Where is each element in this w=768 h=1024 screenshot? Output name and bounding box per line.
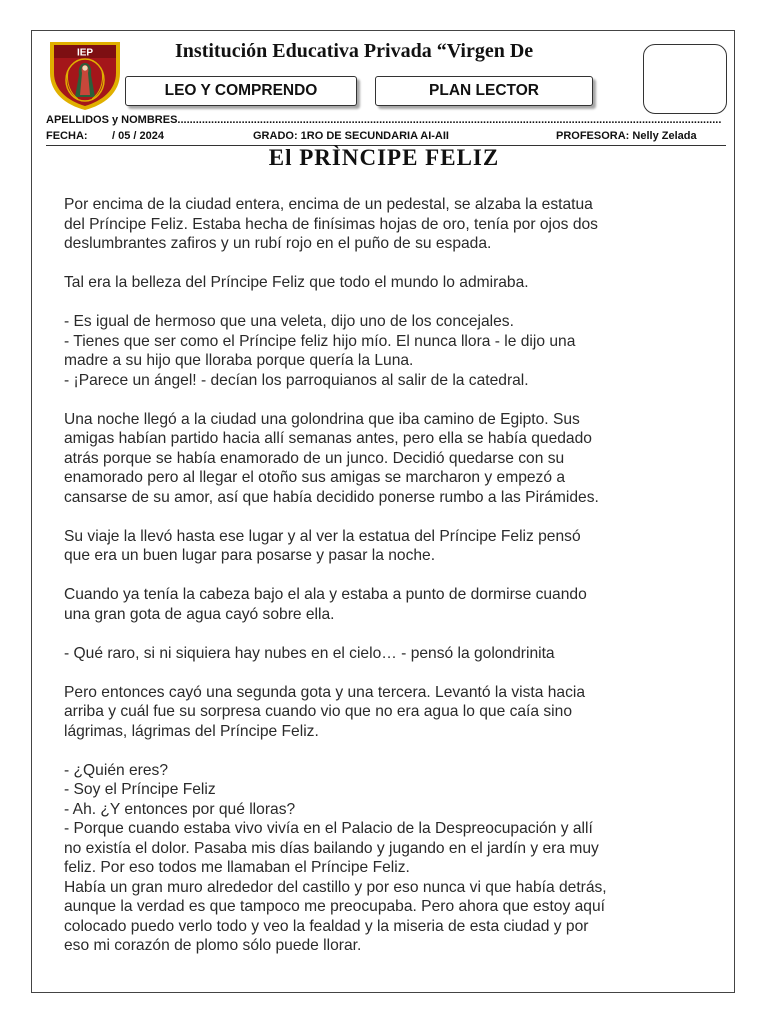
- paragraph: - ¿Quién eres? - Soy el Príncipe Feliz - Ah. ¿Y entonces por qué lloras? - Porque cuando estaba vivo vivía en el Palacio de la Despreocupación y allí no existía el dolor. Pasaba mis días bailando y jugando en el jardín y era muy feliz. Por eso todos me llamaban el Príncipe Feliz. Había un gran muro alrededor del castillo y por eso nunca vi que había detrás, aunque la verdad es que tampoco me preocupaba. Pero ahora que estoy aquí colocado puedo verlo todo y veo la fealdad y la miseria de esta ciudad y por eso mi corazón de plomo sólo puede llorar.: [64, 761, 607, 954]
- plan-lector-tag: PLAN LECTOR: [375, 76, 593, 106]
- grado-label: GRADO: 1RO DE SECUNDARIA AI-AII: [253, 130, 449, 142]
- paragraph: Pero entonces cayó una segunda gota y una tercera. Levantó la vista hacia arriba y cuál fue su sorpresa cuando vio que no era agua lo que caía sino lágrimas, lágrimas del Príncipe Feliz.: [64, 683, 586, 740]
- story-title: El PRÌNCIPE FELIZ: [268, 145, 500, 170]
- fecha-label: FECHA:: [46, 130, 88, 142]
- paragraph: - Qué raro, si ni siquiera hay nubes en el cielo… - pensó la golondrinita: [64, 644, 555, 662]
- paragraph: Cuando ya tenía la cabeza bajo el ala y estaba a punto de dormirse cuando una gran gota de agua cayó sobre ella.: [64, 586, 587, 623]
- names-field: APELLIDOS y NOMBRES..................................................................................................................................................................................: [46, 114, 722, 126]
- fecha-value: / 05 / 2024: [112, 130, 164, 142]
- school-logo-icon: [46, 39, 124, 111]
- story-body: [64, 195, 724, 975]
- paragraph: - Es igual de hermoso que una veleta, dijo uno de los concejales. - Tienes que ser como el Príncipe feliz hijo mío. El nunca llora - le dijo una madre a su hijo que lloraba porque quería la Luna. - ¡Parece un ángel! - decían los parroquianos al salir de la catedral.: [64, 313, 576, 389]
- paragraph: Por encima de la ciudad entera, encima de un pedestal, se alzaba la estatua del Príncipe Feliz. Estaba hecha de finísimas hojas de oro, tenía por ojos dos deslumbrantes zafiros y un rubí rojo en el puño de su espada.: [64, 196, 598, 252]
- logo-text: IEP: [76, 47, 94, 59]
- paragraph: Una noche llegó a la ciudad una golondrina que iba camino de Egipto. Sus amigas habían partido hacia allí semanas antes, pero ella se había quedado atrás porque se había enamorado de un junco. Decidió quedarse con su enamorado pero al llegar el otoño sus amigas se marcharon y empezó a cansarse de su amor, así que había decidido ponerse rumbo a las Pirámides.: [64, 410, 599, 506]
- profesora-label: PROFESORA: Nelly Zelada: [556, 130, 697, 142]
- school-name: Institución Educativa Privada “Virgen De: [175, 40, 534, 62]
- grade-box: [643, 44, 727, 114]
- paragraph: Su viaje la llevó hasta ese lugar y al ver la estatua del Príncipe Feliz pensó que era un buen lugar para posarse y pasar la noche.: [64, 527, 581, 564]
- paragraph: Tal era la belleza del Príncipe Feliz que todo el mundo lo admiraba.: [64, 274, 529, 291]
- meta-row: [46, 129, 726, 146]
- leo-y-comprendo-tag: LEO Y COMPRENDO: [125, 76, 357, 106]
